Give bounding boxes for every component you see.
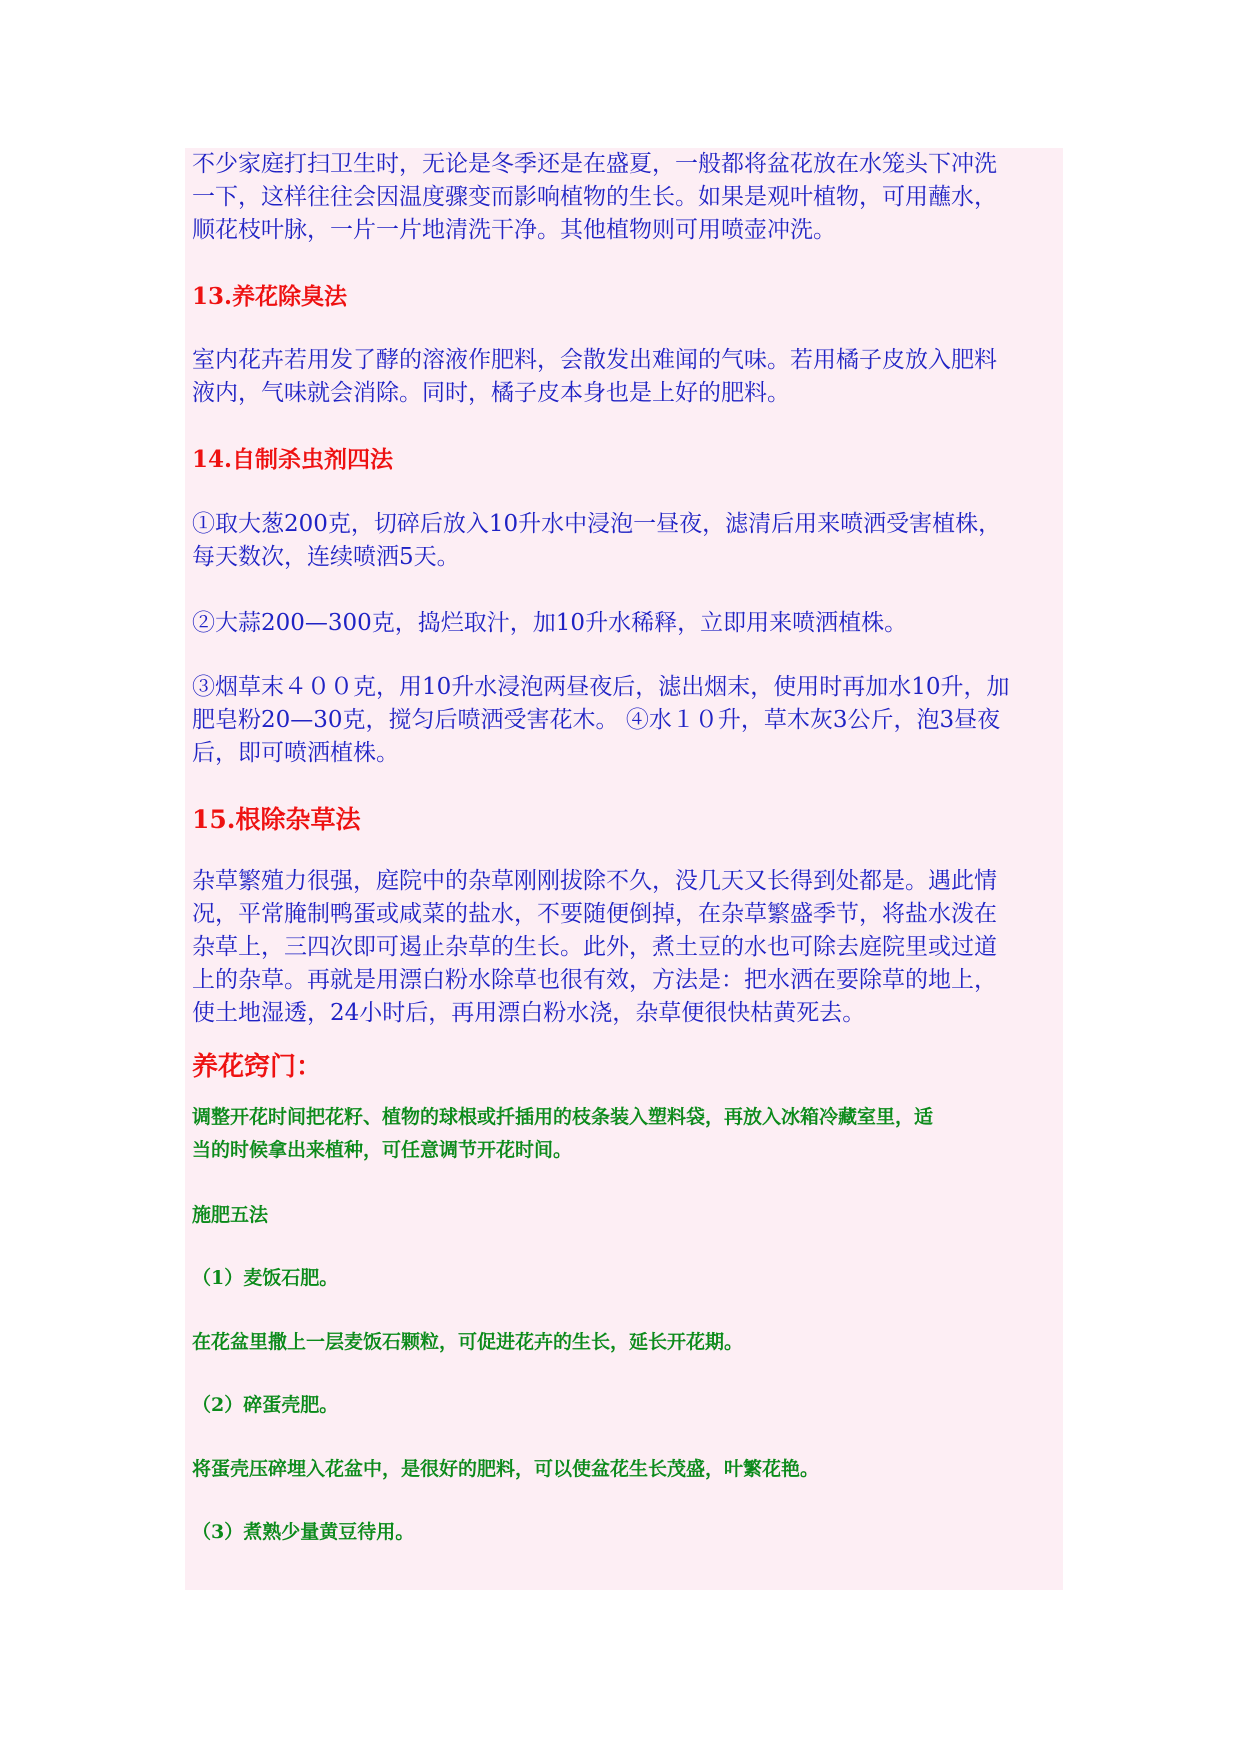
fertilizer-2-title: （2）碎蛋壳肥。: [192, 1394, 339, 1416]
fertilizer-2-body: 将蛋壳压碎埋入花盆中，是很好的肥料，可以使盆花生长茂盛，叶繁花艳。: [192, 1458, 820, 1480]
tip-timing-paragraph: 调整开花时间把花籽、植物的球根或扦插用的枝条装入塑料袋，再放入冰箱冷藏室里，适 当的时候拿出来植种，可任意调节开花时间。: [192, 1106, 934, 1161]
section-13-paragraph: 室内花卉若用发了酵的溶液作肥料，会散发出难闻的气味。若用橘子皮放入肥料 液内，气味就会消除。同时，橘子皮本身也是上好的肥料。: [192, 347, 997, 406]
section-14-item-1: ①取大葱200克，切碎后放入10升水中浸泡一昼夜，滤清后用来喷洒受害植株， 每天数次，连续喷洒5天。: [192, 511, 1002, 570]
fertilizer-1-body: 在花盆里撒上一层麦饭石颗粒，可促进花卉的生长，延长开花期。: [192, 1331, 744, 1353]
section-14-item-2: ②大蒜200—300克，捣烂取汁，加10升水稀释，立即用来喷洒植株。: [192, 610, 908, 636]
fertilizer-title: 施肥五法: [192, 1204, 269, 1226]
fertilizer-1-title: （1）麦饭石肥。: [192, 1267, 339, 1289]
section-14-item-3: ③烟草末４００克，用10升水浸泡两昼夜后，滤出烟末，使用时再加水10升，加 肥皂粉20—30克，搅匀后喷洒受害花木。 ④水１０升，草木灰3公斤，泡3昼夜 后，即可喷洒植株。: [192, 674, 1010, 766]
section-15-heading: 15.根除杂草法: [192, 805, 361, 834]
section-15-paragraph: 杂草繁殖力很强，庭院中的杂草刚刚拔除不久，没几天又长得到处都是。遇此情 况，平常腌制鸭蛋或咸菜的盐水，不要随便倒掉，在杂草繁盛季节，将盐水泼在 杂草上，三四次即可遏止杂草的生长。此外，煮土豆的水也可除去庭院里或过道 上的杂草。再就是用漂白粉水除草也很有效，方法是：把水洒在要除草的地上， 使土地湿透，24小时后，再用漂白粉水浇，杂草便很快枯黄死去。: [192, 868, 997, 1026]
section-14-heading: 14.自制杀虫剂四法: [192, 446, 394, 473]
fertilizer-3-title: （3）煮熟少量黄豆待用。: [192, 1521, 415, 1543]
section-13-heading: 13.养花除臭法: [192, 283, 348, 310]
tips-title: 养花窍门：: [192, 1052, 323, 1082]
intro-paragraph: 不少家庭打扫卫生时，无论是冬季还是在盛夏，一般都将盆花放在水笼头下冲洗 一下，这样往往会因温度骤变而影响植物的生长。如果是观叶植物，可用蘸水， 顺花枝叶脉，一片一片地清洗干净。其他植物则可用喷壶冲洗。: [192, 151, 997, 243]
